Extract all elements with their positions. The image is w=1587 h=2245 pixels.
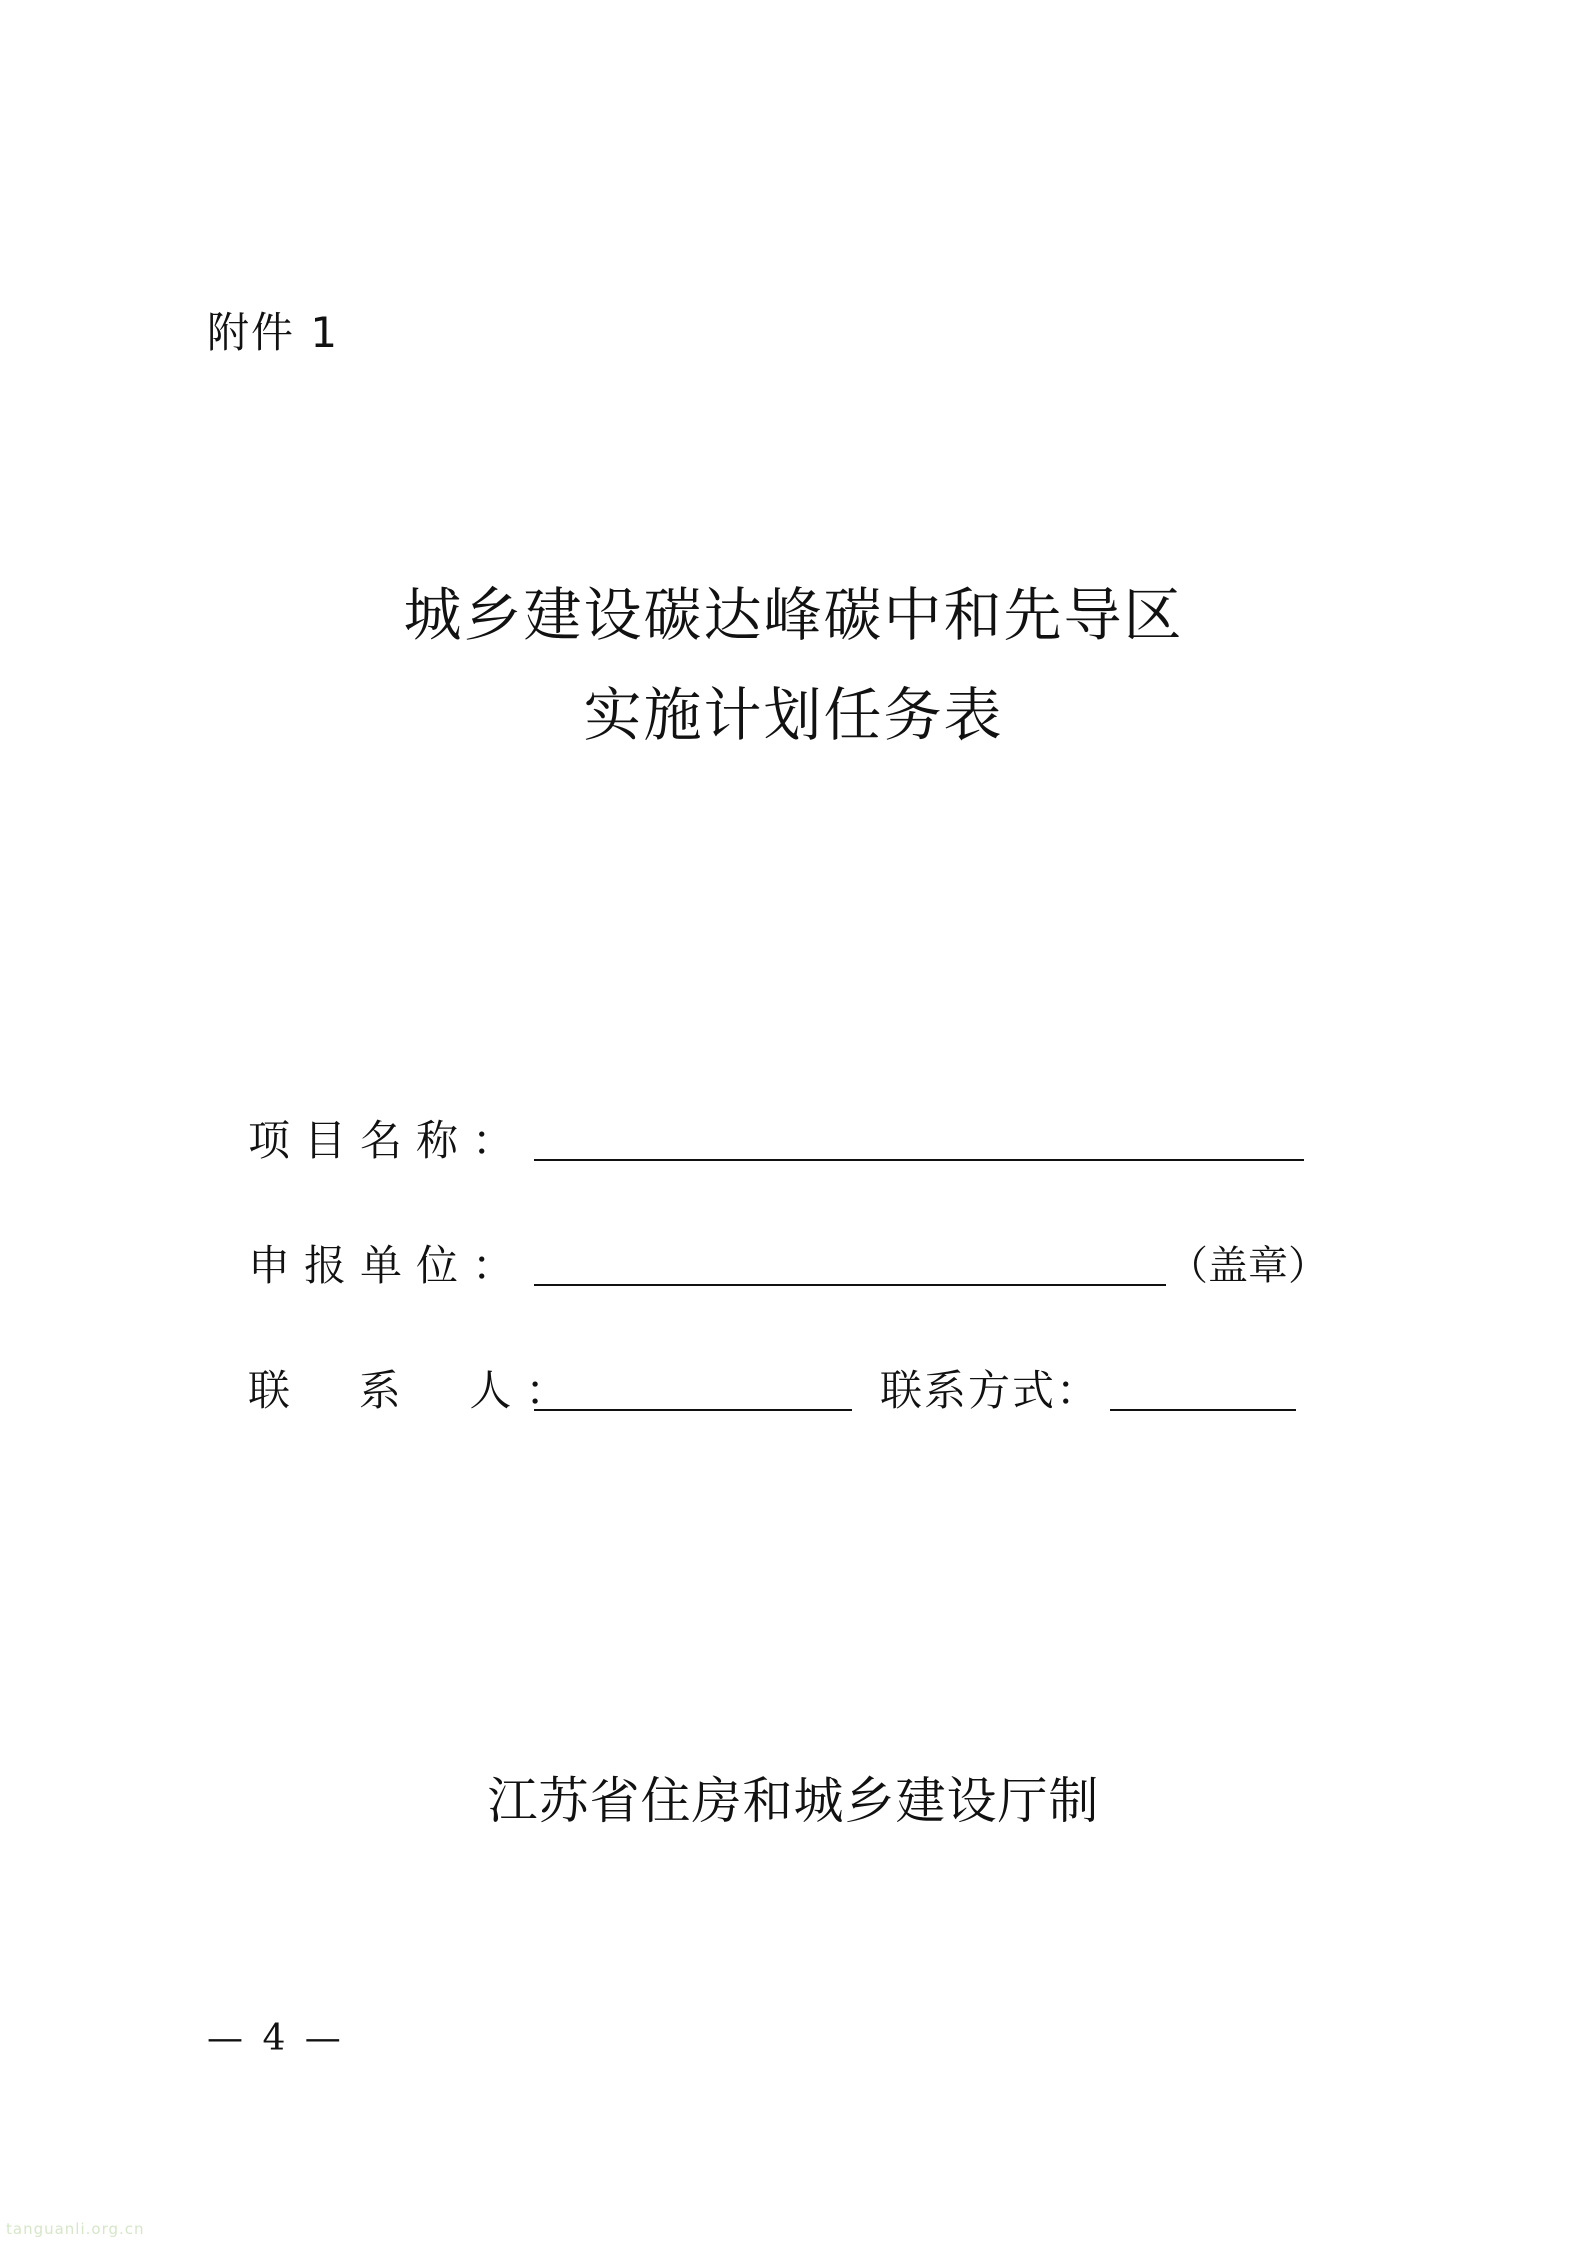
- document-title-line-2: 实施计划任务表: [583, 681, 1004, 749]
- applicant-unit-label: 申报单位：: [248, 1241, 529, 1290]
- project-name-label: 项目名称：: [248, 1116, 529, 1165]
- contact-method-blank[interactable]: [1110, 1409, 1296, 1411]
- document-title-line-1: 城乡建设碳达峰碳中和先导区: [403, 581, 1184, 649]
- contact-person-label: 联 系 人：: [248, 1366, 582, 1415]
- contact-method-label: 联系方式：: [880, 1366, 1101, 1415]
- issuer-line: 江苏省住房和城乡建设厅制: [487, 1772, 1100, 1830]
- page-number: — 4 —: [207, 2018, 345, 2059]
- applicant-unit-blank[interactable]: [534, 1284, 1166, 1286]
- seal-note: （盖章）: [1168, 1243, 1328, 1289]
- project-name-blank[interactable]: [534, 1159, 1304, 1161]
- watermark: tanguanli.org.cn: [6, 2220, 145, 2238]
- attachment-label: 附件 1: [207, 308, 340, 357]
- contact-person-blank[interactable]: [534, 1409, 852, 1411]
